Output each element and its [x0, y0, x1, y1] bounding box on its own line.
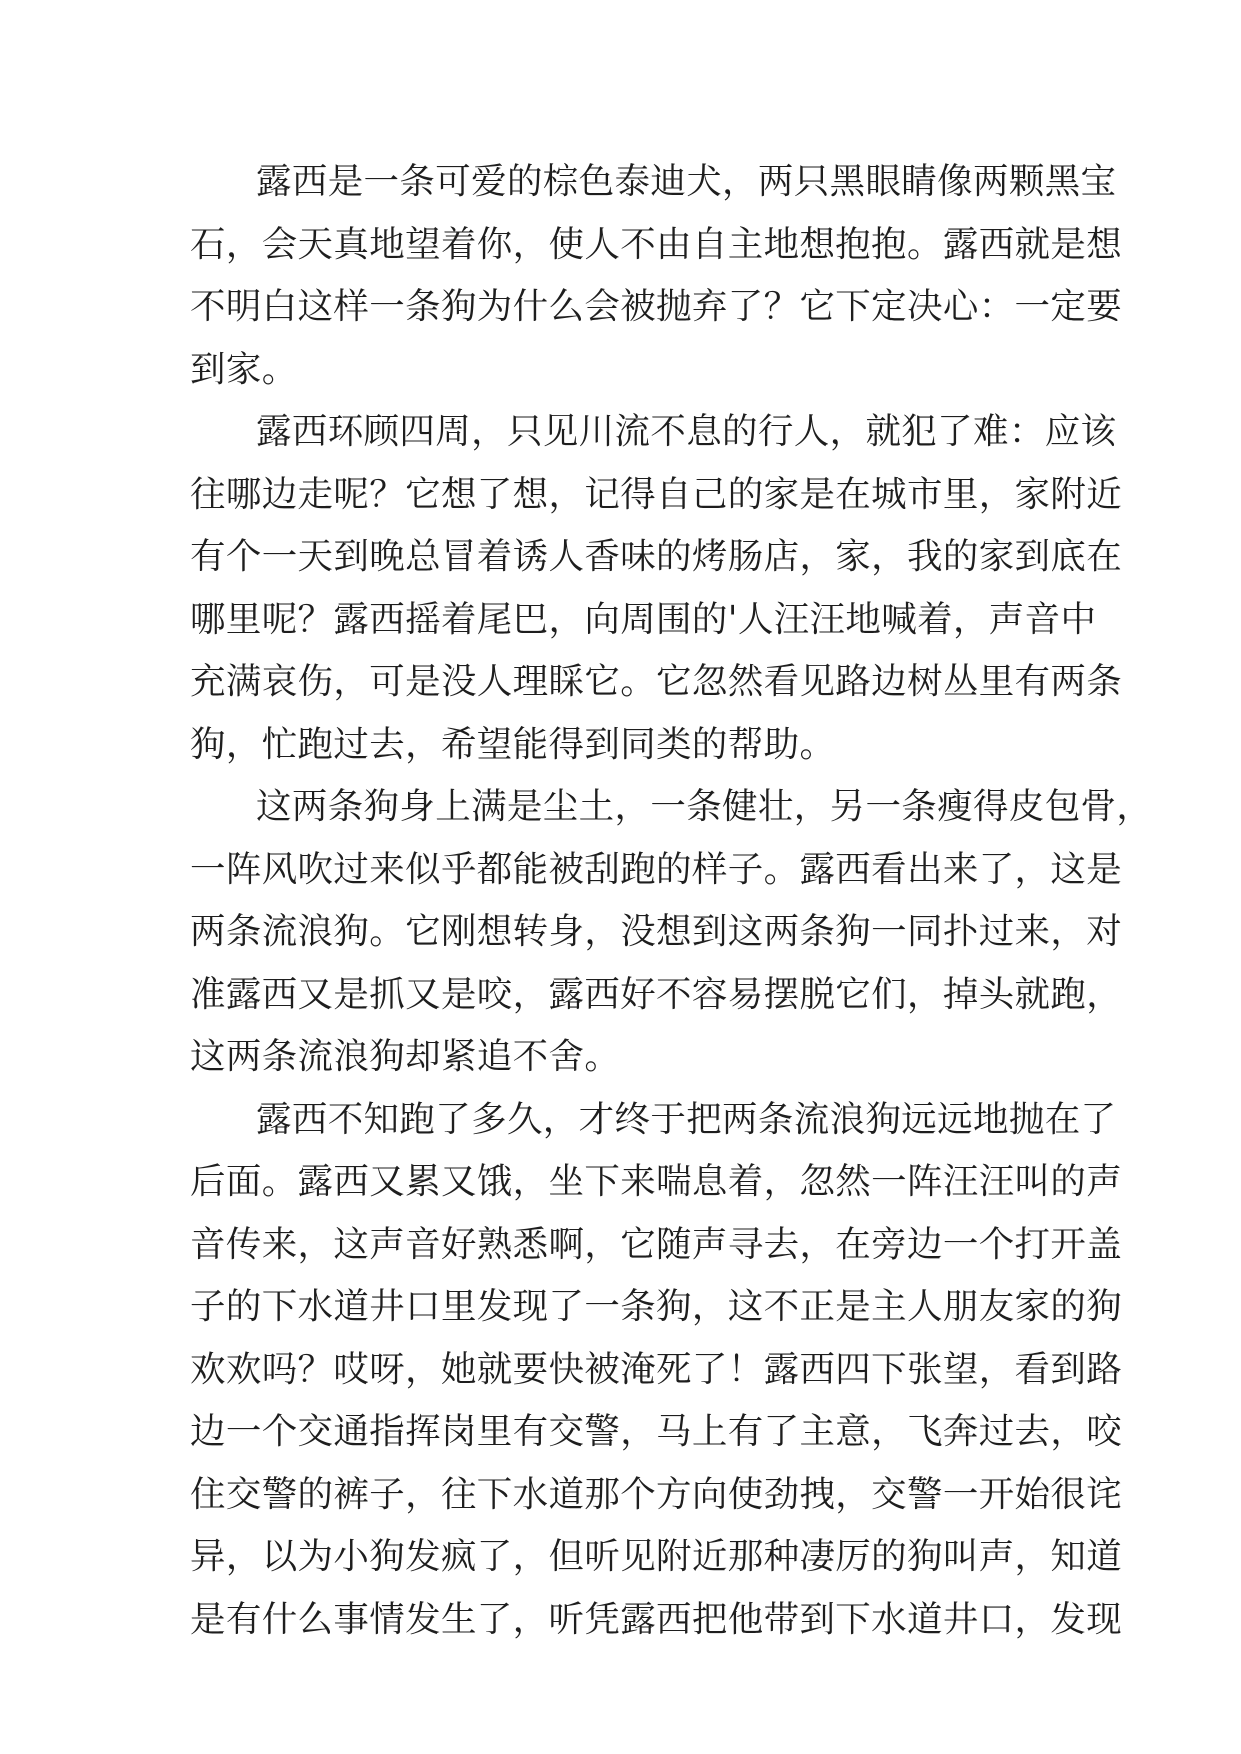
- text-line: 往哪边走呢？它想了想，记得自己的家是在城市里，家附近: [190, 473, 1123, 515]
- paragraph-4: [190, 1089, 1123, 1652]
- text-line: 边一个交通指挥岗里有交警，马上有了主意，飞奔过去，咬: [190, 1411, 1123, 1452]
- text-line: 这两条流浪狗却紧追不舍。: [190, 1036, 621, 1077]
- text-line: 到家。: [190, 348, 298, 390]
- text-line: 是有什么事情发生了，听凭露西把他带到下水道井口，发现: [190, 1598, 1123, 1640]
- text-line: 这两条狗身上满是尘土，一条健壮，另一条瘦得皮包骨，: [256, 786, 1153, 827]
- text-line: 音传来，这声音好熟悉啊，它随声寻去，在旁边一个打开盖: [190, 1223, 1123, 1265]
- text-line: 住交警的裤子，往下水道那个方向使劲拽，交警一开始很诧: [190, 1473, 1123, 1515]
- text-line: 异，以为小狗发疯了，但听见附近那种凄厉的狗叫声，知道: [190, 1536, 1123, 1577]
- text-line: 石，会天真地望着你，使人不由自主地想抱抱。露西就是想: [190, 223, 1123, 265]
- text-line: 子的下水道井口里发现了一条狗，这不正是主人朋友家的狗: [190, 1286, 1123, 1327]
- text-line: 两条流浪狗。它刚想转身，没想到这两条狗一同扑过来，对: [190, 911, 1123, 952]
- paragraph-1: [190, 151, 1123, 401]
- text-line: 狗，忙跑过去，希望能得到同类的帮助。: [190, 723, 836, 765]
- text-line: 哪里呢？露西摇着尾巴，向周围的'人汪汪地喊着，声音中: [190, 598, 1097, 640]
- text-line: 不明白这样一条狗为什么会被抛弃了？它下定决心：一定要: [190, 286, 1123, 327]
- text-line: 露西是一条可爱的棕色泰迪犬，两只黑眼睛像两颗黑宝: [256, 161, 1117, 202]
- text-line: 欢欢吗？哎呀，她就要快被淹死了！露西四下张望，看到路: [190, 1348, 1123, 1390]
- text-line: 准露西又是抓又是咬，露西好不容易摆脱它们，掉头就跑，: [190, 973, 1123, 1015]
- paragraph-2: [190, 401, 1123, 776]
- text-line: 露西不知跑了多久，才终于把两条流浪狗远远地抛在了: [256, 1098, 1117, 1140]
- paragraph-3: [190, 776, 1153, 1089]
- text-line: 露西环顾四周，只见川流不息的行人，就犯了难：应该: [256, 411, 1117, 452]
- text-line: 有个一天到晚总冒着诱人香味的烤肠店，家，我的家到底在: [190, 536, 1123, 577]
- text-line: 充满哀伤，可是没人理睬它。它忽然看见路边树丛里有两条: [190, 661, 1123, 702]
- text-line: 后面。露西又累又饿，坐下来喘息着，忽然一阵汪汪叫的声: [190, 1161, 1123, 1202]
- story-text: [190, 151, 1153, 1651]
- text-line: 一阵风吹过来似乎都能被刮跑的样子。露西看出来了，这是: [190, 848, 1123, 890]
